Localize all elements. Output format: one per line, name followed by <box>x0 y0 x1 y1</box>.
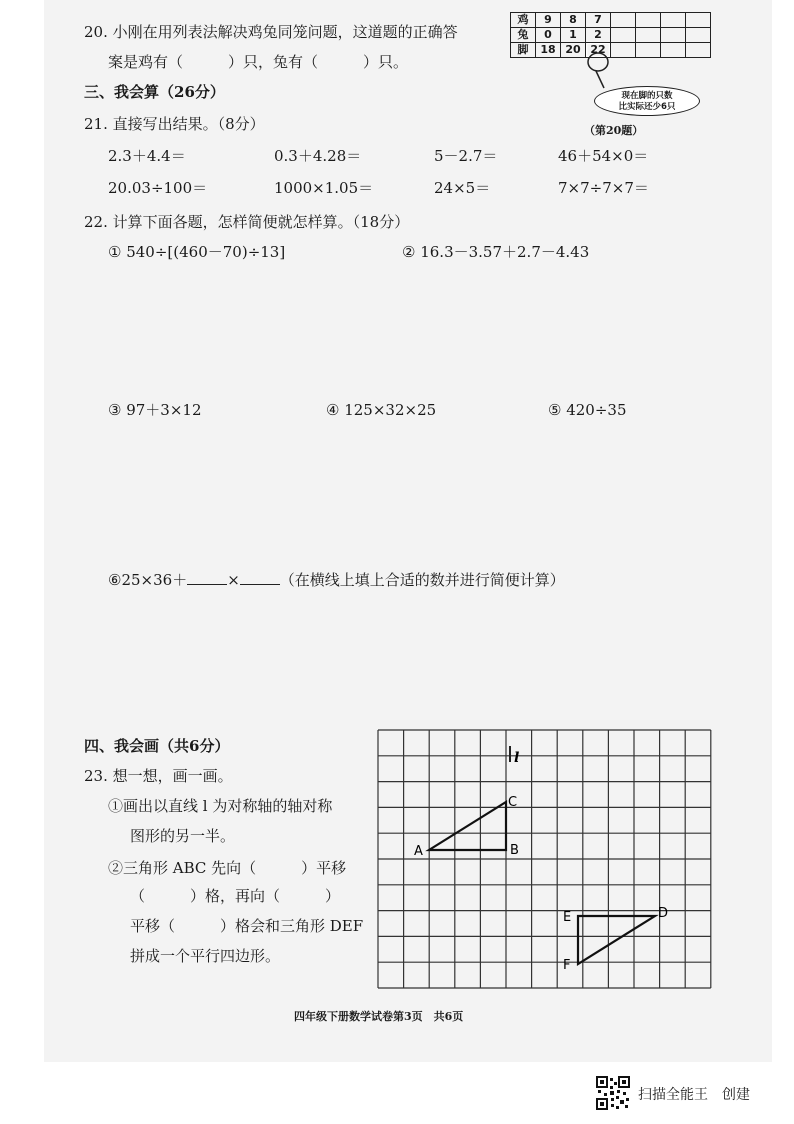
scanner-watermark <box>596 1076 776 1112</box>
q22-p6-prefix: ⑥25×36＋ <box>108 571 188 589</box>
q21-item: 7×7÷7×7＝ <box>558 179 649 197</box>
q21-item: 5－2.7＝ <box>434 147 498 165</box>
q23-title: 23. 想一想，画一画。 <box>84 767 233 785</box>
q21-item: 1000×1.05＝ <box>274 179 374 197</box>
triangle-abc <box>429 802 506 850</box>
q23-s2-line4: 拼成一个平行四边形。 <box>130 947 281 965</box>
section-4-title: 四、我会画（共6分） <box>84 737 230 755</box>
q22-problem-6 <box>108 570 565 590</box>
table-cell <box>686 43 711 58</box>
q21-item: 24×5＝ <box>434 179 491 197</box>
q21-item: 0.3＋4.28＝ <box>274 147 362 165</box>
q21-title: 21. 直接写出结果。（8分） <box>84 115 265 133</box>
table-cell <box>636 43 661 58</box>
q22-problem-4: ④ 125×32×25 <box>326 401 437 419</box>
point-c-label: C <box>508 795 518 810</box>
table-cell: 7 <box>586 13 611 28</box>
section-3-title: 三、我会算（26分） <box>84 83 225 101</box>
q23-s2-line3: 平移（ ）格会和三角形 DEF <box>130 917 364 935</box>
qr-code-icon <box>596 1076 630 1110</box>
scanner-credit: 扫描全能王 创建 <box>638 1087 750 1103</box>
q23-s2-line2: （ ）格，再向（ ） <box>130 887 341 905</box>
q21-item: 2.3＋4.4＝ <box>108 147 186 165</box>
table-cell <box>661 28 686 43</box>
table-cell <box>611 28 636 43</box>
table-cell: 鸡 <box>511 13 536 28</box>
bubble-line2: 比实际还少6只 <box>618 102 676 112</box>
point-a-label: A <box>414 844 423 859</box>
table-cell: 1 <box>561 28 586 43</box>
table-cell <box>636 13 661 28</box>
speech-bubble <box>594 86 700 116</box>
fill-blank-1[interactable] <box>187 570 227 585</box>
q23-s1-line2: 图形的另一半。 <box>130 827 236 845</box>
callout-circle-and-pointer <box>580 48 620 90</box>
q23-s2-line1: ②三角形 ABC 先向（ ）平移 <box>108 859 347 877</box>
table-cell: 9 <box>536 13 561 28</box>
table-cell <box>611 13 636 28</box>
table-cell <box>636 28 661 43</box>
q22-p6-note: （在横线上填上合适的数并进行简便计算） <box>279 571 565 589</box>
triangle-def <box>578 916 655 964</box>
table-cell <box>686 28 711 43</box>
fill-blank-2[interactable] <box>240 570 280 585</box>
table-cell <box>686 13 711 28</box>
q22-title: 22. 计算下面各题，怎样简便就怎样算。（18分） <box>84 213 410 231</box>
q23-s1-line1: ①画出以直线 l 为对称轴的轴对称 <box>108 797 333 815</box>
q20-line2: 案是鸡有（ ）只，兔有（ ）只。 <box>108 53 409 71</box>
table-cell: 2 <box>586 28 611 43</box>
page-footer: 四年级下册数学试卷第3页 共6页 <box>294 1010 464 1023</box>
q21-item: 46＋54×0＝ <box>558 147 649 165</box>
q22-p6-times: × <box>227 571 240 589</box>
point-d-label: D <box>658 906 669 921</box>
drawing-grid[interactable] <box>372 726 712 994</box>
table-cell <box>661 43 686 58</box>
q21-item: 20.03÷100＝ <box>108 179 208 197</box>
q20-line1: 20. 小刚在用列表法解决鸡兔同笼问题，这道题的正确答 <box>84 23 458 41</box>
q22-problem-2: ② 16.3－3.57＋2.7－4.43 <box>402 243 590 261</box>
table-cell: 20 <box>561 43 586 58</box>
q22-problem-1: ① 540÷[(460－70)÷13] <box>108 243 286 261</box>
q22-problem-3: ③ 97＋3×12 <box>108 401 202 419</box>
table-cell: 0 <box>536 28 561 43</box>
point-b-label: B <box>510 843 519 858</box>
table-cell <box>661 13 686 28</box>
point-f-label: F <box>563 958 571 973</box>
table-cell: 脚 <box>511 43 536 58</box>
table-cell: 兔 <box>511 28 536 43</box>
table-cell-circled: 22 <box>586 43 611 58</box>
table-cell: 8 <box>561 13 586 28</box>
table-cell: 18 <box>536 43 561 58</box>
axis-l-label: l <box>514 750 520 766</box>
grid-lines <box>378 730 711 988</box>
q22-problem-5: ⑤ 420÷35 <box>548 401 627 419</box>
figure-caption-q20: （第20题） <box>584 124 644 137</box>
bubble-line1: 现在脚的只数 <box>621 91 673 101</box>
point-e-label: E <box>563 910 572 925</box>
